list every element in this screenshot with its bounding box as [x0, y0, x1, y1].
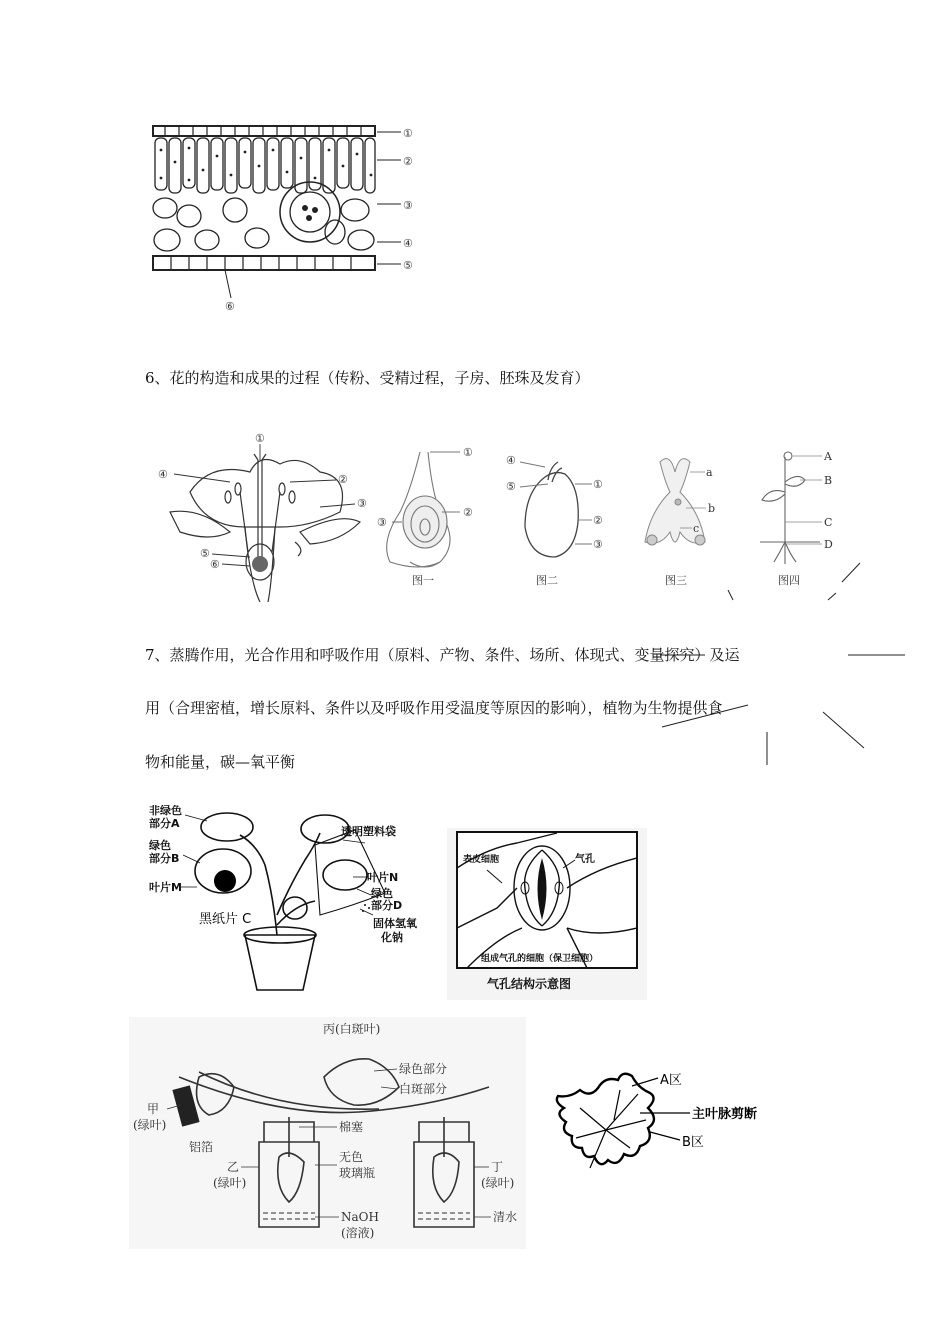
label-nongreen-1: 非绿色 [149, 805, 182, 817]
stomata-guard-label: 组成气孔的细胞（保卫细胞） [481, 954, 599, 964]
fig3-label-a: a [706, 466, 713, 479]
flower-label-2: ② [338, 473, 348, 486]
fig3-label-b: b [708, 502, 716, 515]
plant-experiment-drawing [145, 805, 425, 995]
label-jia: 甲 [147, 1102, 160, 1116]
leaf-label-5: ⑤ [403, 259, 413, 272]
fig4-label-a: A [824, 450, 832, 463]
leaf-label-6: ⑥ [225, 300, 235, 313]
label-leaf-m: 叶片M [149, 881, 182, 894]
label-green-b-2: 部分B [149, 852, 180, 865]
section7-line3: 物和能量，碳—氧平衡 [145, 753, 296, 771]
flower-label-6: ⑥ [210, 558, 220, 571]
flower-label-3: ③ [357, 497, 367, 510]
label-cotton: 棉塞 [339, 1120, 364, 1134]
flower-label-4: ④ [158, 468, 168, 481]
label-green-d-1: 绿色 [371, 887, 393, 900]
section7-line2: 用（合理密植，增长原料、条件以及呼吸作用受温度等原因的影响），植物为生物提供食 [145, 699, 723, 717]
stomata-epidermal-label: 表皮细胞 [463, 855, 500, 865]
label-ding-sub: (绿叶) [481, 1176, 515, 1190]
label-foil: 铝箔 [189, 1140, 214, 1154]
plant-starch-experiment [145, 805, 425, 995]
leaf-vein-drawing [550, 1068, 790, 1178]
flower-label-1: ① [255, 432, 265, 445]
leaf-area-a-label: A区 [660, 1073, 682, 1088]
fig3-caption: 图三 [665, 574, 687, 587]
label-water: 清水 [493, 1210, 518, 1224]
fig2-label-5: ⑤ [506, 480, 516, 493]
label-naoh: NaOH [341, 1210, 379, 1224]
section7-line1: 7、蒸腾作用，光合作用和呼吸作用（原料、产物、条件、场所、体现式、变量探究）及运 [145, 646, 740, 664]
stomata-figure [447, 828, 647, 1000]
variegated-leaf-experiment [129, 1017, 526, 1249]
fig2-label-1: ① [593, 478, 603, 491]
fig4-caption: 图四 [778, 574, 800, 587]
fig1-label-1: ① [463, 446, 473, 459]
label-bag: 透明塑料袋 [341, 825, 396, 838]
label-jia-sub: (绿叶) [133, 1118, 167, 1132]
label-yi-sub: (绿叶) [213, 1176, 247, 1190]
label-bottle-2: 玻璃瓶 [339, 1166, 376, 1180]
stomata-caption: 气孔结构示意图 [487, 977, 572, 991]
fig1-label-3: ③ [377, 516, 387, 529]
fig1-caption: 图一 [412, 574, 434, 587]
label-white-part: 白斑部分 [399, 1082, 448, 1096]
leaf-label-4: ④ [403, 237, 413, 250]
label-black-paper: 黑纸片 C [199, 912, 252, 927]
fig4-label-b: B [824, 474, 833, 487]
leaf-label-3: ③ [403, 199, 413, 212]
stomata-drawing [447, 828, 647, 1000]
fig3-label-c: c [693, 522, 700, 535]
label-ding: 丁 [491, 1160, 504, 1174]
leaf-label-1: ① [403, 127, 413, 140]
label-nongreen-2: 部分A [149, 817, 180, 830]
leaf-cut-label: 主叶脉剪断 [692, 1107, 758, 1122]
stomata-stoma-label: 气孔 [575, 854, 595, 865]
label-naoh-1: 固体氢氧 [373, 917, 417, 930]
label-naoh-sub: (溶液) [341, 1226, 375, 1240]
fig4-label-c: C [824, 516, 833, 529]
label-green-part: 绿色部分 [399, 1062, 448, 1076]
label-green-b-1: 绿色 [149, 839, 171, 852]
flower-section-heading: 6、花的构造和成果的过程（传粉、受精过程，子房、胚珠及发育） [145, 369, 590, 387]
fig2-label-3: ③ [593, 538, 603, 551]
fig2-caption: 图二 [536, 574, 558, 587]
leaf-label-2: ② [403, 155, 413, 168]
label-yi: 乙 [227, 1160, 240, 1174]
label-bing: 丙(白斑叶) [323, 1022, 381, 1036]
leaf-vein-figure [550, 1068, 790, 1178]
variegated-experiment-drawing [129, 1017, 526, 1249]
leaf-area-b-label: B区 [682, 1135, 704, 1150]
fig4-label-d: D [824, 538, 833, 551]
label-naoh-2: 化钠 [381, 931, 403, 944]
fig2-label-2: ② [593, 514, 603, 527]
fig2-label-4: ④ [506, 454, 516, 467]
label-leaf-n: 叶片N [367, 871, 399, 884]
fig1-label-2: ② [463, 506, 473, 519]
label-bottle-1: 无色 [339, 1150, 364, 1164]
flower-label-5: ⑤ [200, 547, 210, 560]
label-green-d-2: 部分D [371, 899, 403, 912]
